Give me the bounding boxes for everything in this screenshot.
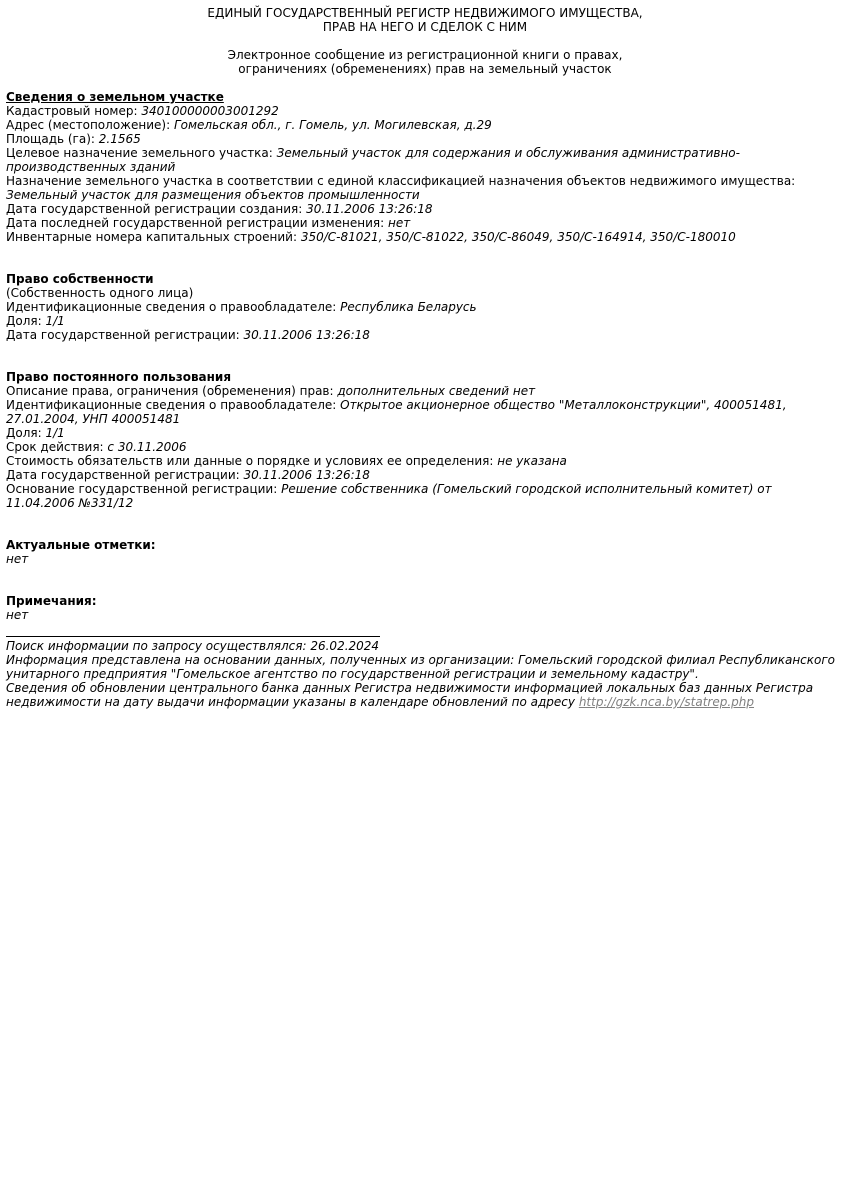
use-right-share-label: Доля: [6,426,46,440]
address-value: Гомельская обл., г. Гомель, ул. Могилевская, д.29 [173,118,492,132]
use-right-description-label: Описание права, ограничения (обременения) прав: [6,384,338,398]
marks-heading: Актуальные отметки: [6,538,156,552]
footer [6,639,844,709]
use-right-description-value: дополнительных сведений нет [337,384,536,398]
ownership-type: (Собственность одного лица) [6,286,194,300]
cadastral-number-label: Кадастровый номер: [6,104,142,118]
cadastral-number-row [6,104,844,118]
use-right-cost-value: не указана [497,454,567,468]
ownership-reg-date-value: 30.11.2006 13:26:18 [243,328,370,342]
address-label: Адрес (местоположение): [6,118,174,132]
ownership-section [6,272,844,342]
classification-label: Назначение земельного участка в соответствии с единой классификацией назначения объектов недвижимого имущества: [6,174,796,188]
ownership-share-label: Доля: [6,314,46,328]
use-right-heading: Право постоянного пользования [6,370,232,384]
ownership-holder-row [6,300,844,314]
notes-heading: Примечания: [6,594,97,608]
last-change-label: Дата последней государственной регистрации изменения: [6,216,388,230]
created-date-label: Дата государственной регистрации создания: [6,202,307,216]
marks-section [6,538,844,566]
purpose-value: Земельный участок для содержания и обслуживания административно-производственных зданий [6,146,740,174]
area-row [6,132,844,146]
footer-divider [6,636,380,637]
ownership-reg-date-row [6,328,844,342]
use-right-basis-value: Решение собственника (Гомельский городской исполнительный комитет) от 11.04.2006 №331/12 [6,482,772,510]
search-date-note: Поиск информации по запросу осуществлялся: 26.02.2024 [6,639,380,653]
title-line-2: ПРАВ НА НЕГО И СДЕЛОК С НИМ [322,20,528,34]
use-right-holder-value: Открытое акционерное общество "Металлоконструкции", 400051481, 27.01.2004, УНП 400051481 [6,398,787,426]
document-title [6,6,844,34]
classification-value: Земельный участок для размещения объектов промышленности [6,188,420,202]
area-label: Площадь (га): [6,132,99,146]
ownership-share-row [6,314,844,328]
created-date-row [6,202,844,216]
land-section [6,90,844,244]
use-right-cost-label: Стоимость обязательств или данные о порядке и условиях ее определения: [6,454,498,468]
use-right-reg-date-row [6,468,844,482]
marks-value: нет [6,552,29,566]
statrep-link[interactable]: http://gzk.nca.by/statrep.php [578,695,755,709]
use-right-holder-label: Идентификационные сведения о правообладателе: [6,398,341,412]
classification-row [6,174,844,202]
cadastral-number-value: 340100000003001292 [141,104,279,118]
use-right-holder-row [6,398,844,426]
area-value: 2.1565 [98,132,141,146]
source-note: Информация представлена на основании данных, полученных из организации: Гомельский городской филиал Республиканского унитарного предприятия "Гомельское агентство по государственной регистрации и земельному кадастру". [6,653,836,681]
ownership-holder-value: Республика Беларусь [340,300,477,314]
inventory-numbers-value: 350/C-81021, 350/C-81022, 350/C-86049, 350/C-164914, 350/C-180010 [300,230,736,244]
use-right-description-row [6,384,844,398]
ownership-heading: Право собственности [6,272,154,286]
document-subtitle [6,48,844,76]
last-change-value: нет [387,216,411,230]
use-right-reg-date-value: 30.11.2006 13:26:18 [243,468,370,482]
use-right-term-value: с 30.11.2006 [107,440,187,454]
last-change-row [6,216,844,230]
land-heading: Сведения о земельном участке [6,90,224,104]
subtitle-line-2: ограничениях (обременениях) прав на земельный участок [238,62,612,76]
ownership-share-value: 1/1 [45,314,65,328]
use-right-share-value: 1/1 [45,426,65,440]
ownership-reg-date-label: Дата государственной регистрации: [6,328,244,342]
address-row [6,118,844,132]
use-right-share-row [6,426,844,440]
inventory-numbers-row [6,230,844,244]
subtitle-line-1: Электронное сообщение из регистрационной книги о правах, [227,48,623,62]
use-right-section [6,370,844,510]
update-note-text: Сведения об обновлении центрального банка данных Регистра недвижимости информацией локальных баз данных Регистра недвижимости на дату выдачи информации указаны в календаре обновлений по адресу [6,681,814,709]
use-right-basis-label: Основание государственной регистрации: [6,482,282,496]
use-right-term-label: Срок действия: [6,440,108,454]
notes-value: нет [6,608,29,622]
update-note [6,681,844,709]
purpose-label: Целевое назначение земельного участка: [6,146,277,160]
use-right-reg-date-label: Дата государственной регистрации: [6,468,244,482]
use-right-cost-row [6,454,844,468]
use-right-term-row [6,440,844,454]
purpose-row [6,146,844,174]
use-right-basis-row [6,482,844,510]
inventory-numbers-label: Инвентарные номера капитальных строений: [6,230,301,244]
title-line-1: ЕДИНЫЙ ГОСУДАРСТВЕННЫЙ РЕГИСТР НЕДВИЖИМОГО ИМУЩЕСТВА, [207,6,643,20]
notes-section [6,594,844,622]
ownership-holder-label: Идентификационные сведения о правообладателе: [6,300,341,314]
created-date-value: 30.11.2006 13:26:18 [306,202,433,216]
